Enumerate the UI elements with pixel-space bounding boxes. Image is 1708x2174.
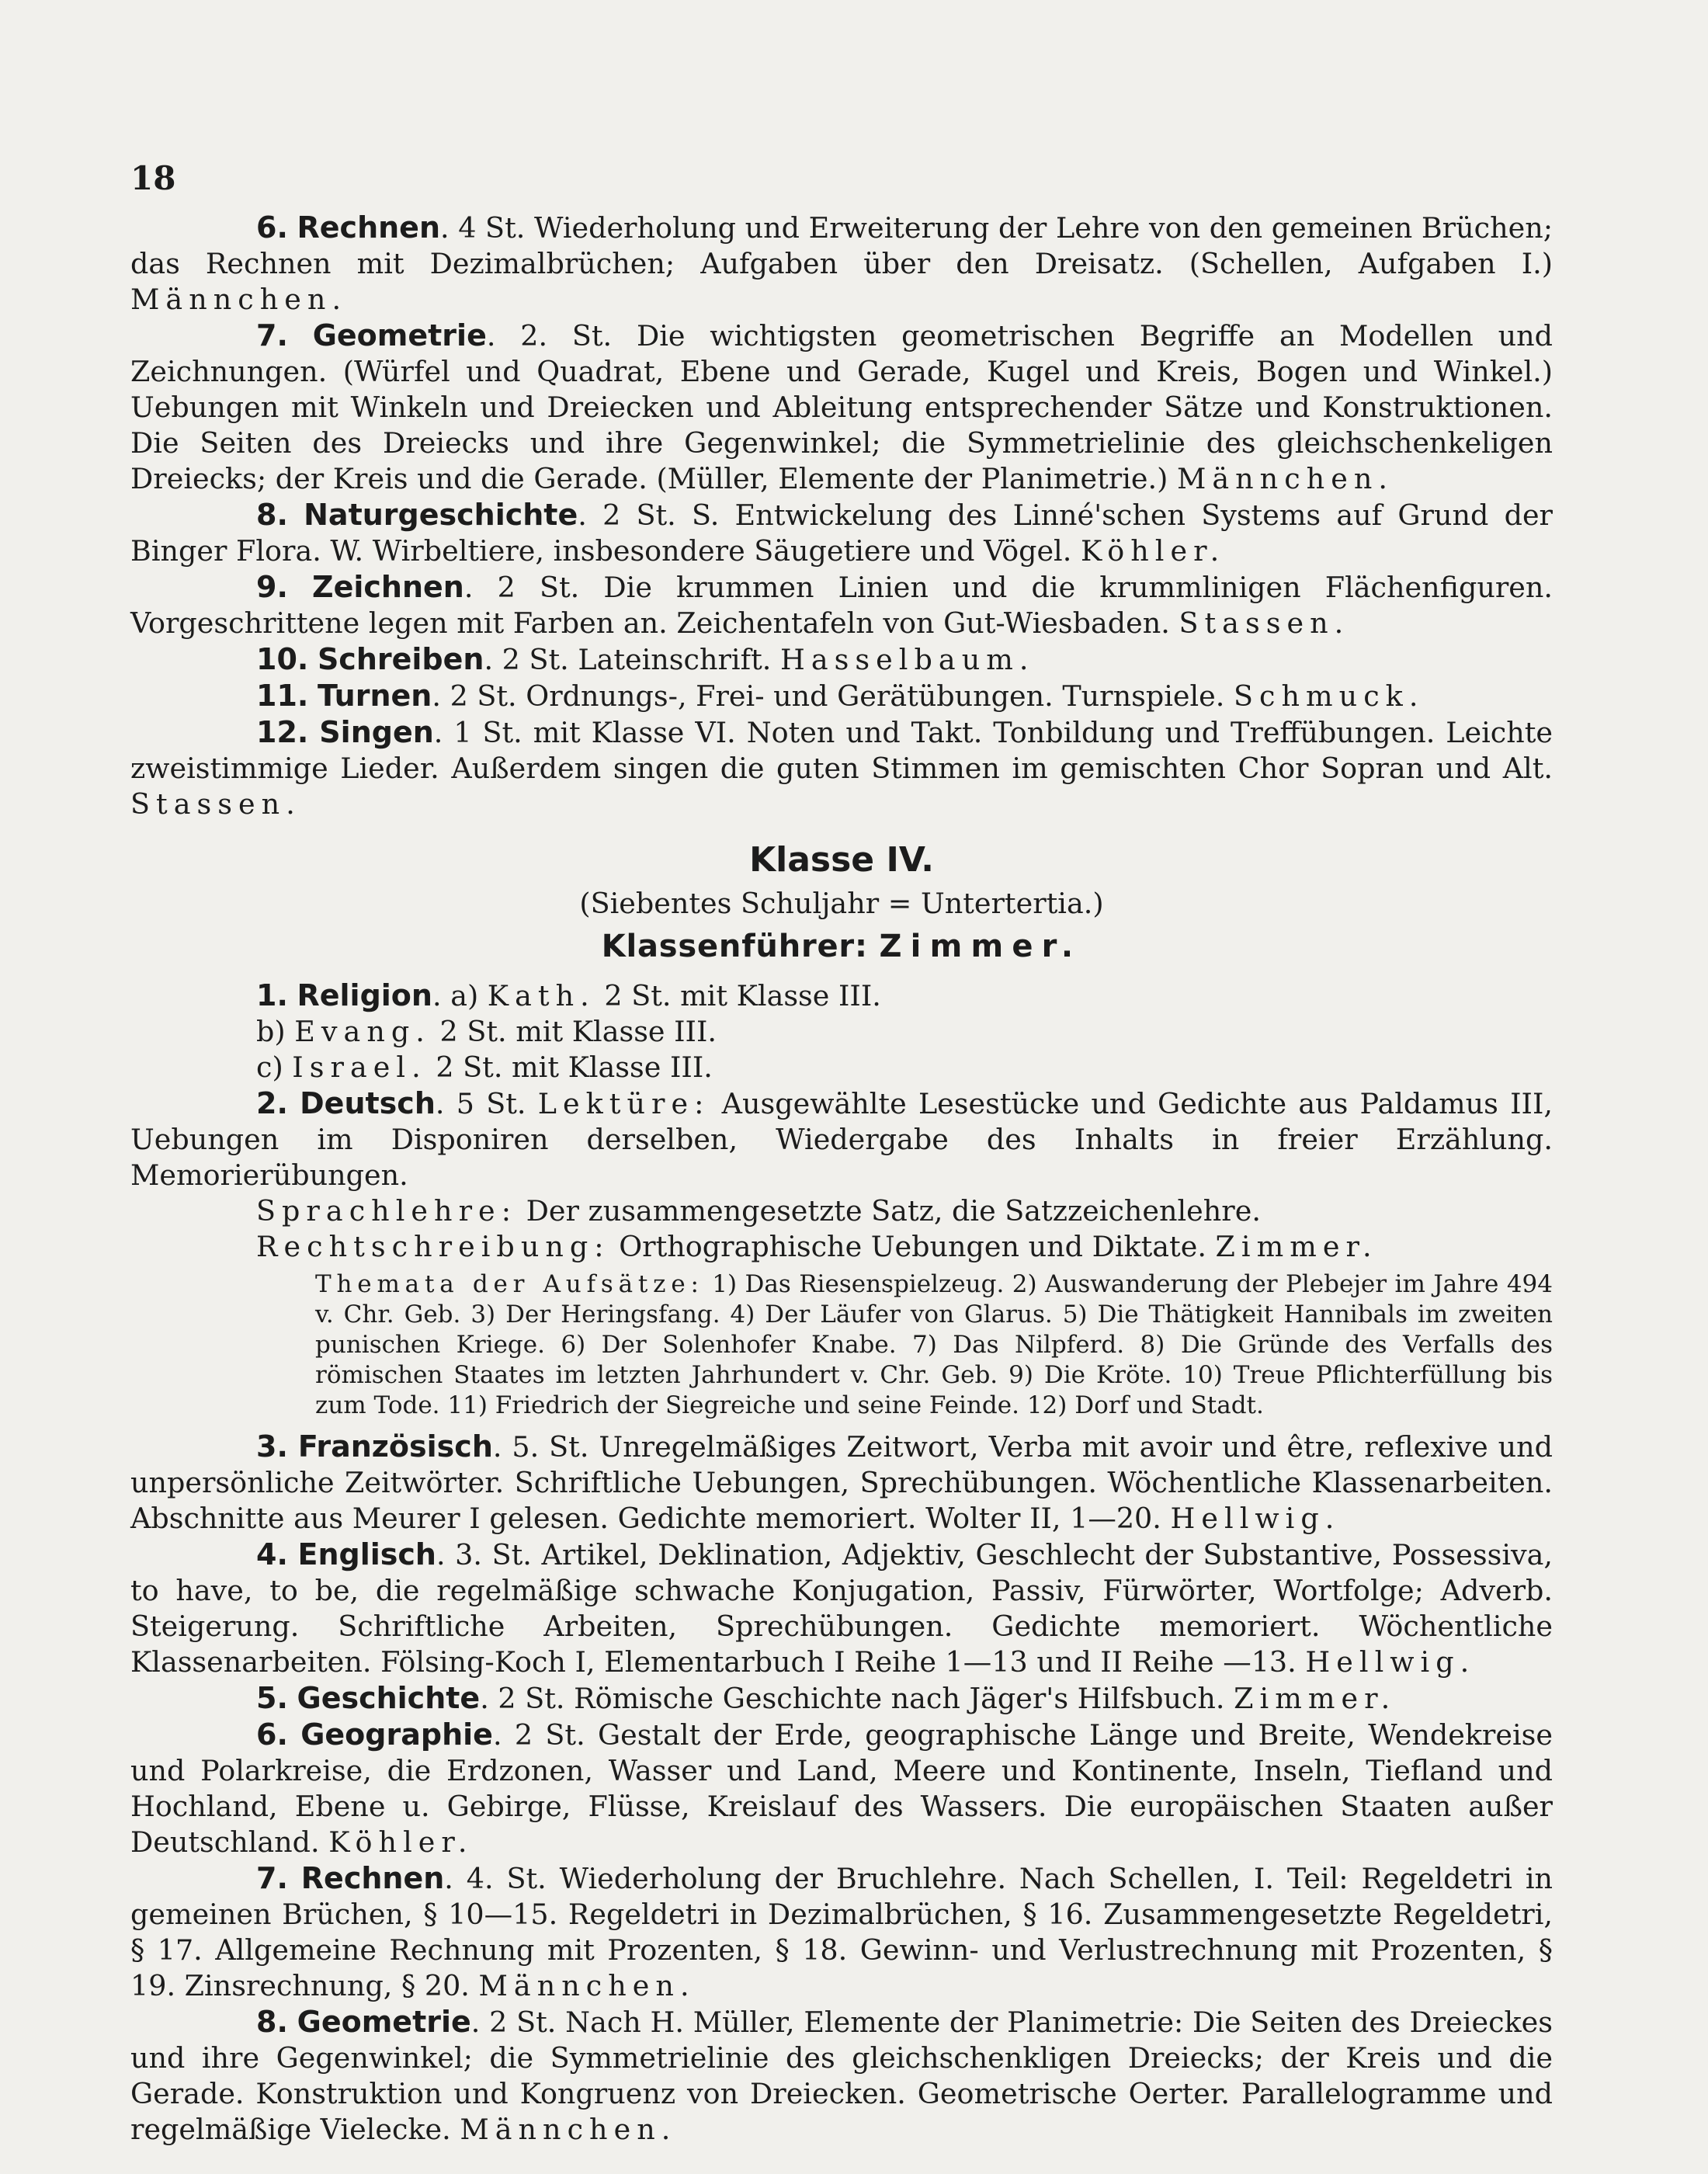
subject-text: . 2 St. Die krummen Linien und die krummlinigen Flächenfiguren. Vorgeschrittene legen mit Farben an. Zeichentafeln von Gut-Wiesbaden. bbox=[130, 571, 1553, 640]
teacher-name: Zimmer. bbox=[1215, 1230, 1378, 1263]
klassenfuehrer-name: Zimmer. bbox=[879, 929, 1082, 964]
subject-text: 2 St. mit Klasse III. bbox=[426, 1051, 713, 1084]
subject-number: 3. bbox=[256, 1429, 288, 1464]
subject-title: Geographie bbox=[300, 1717, 493, 1752]
subject-rechnen-3 bbox=[130, 210, 1553, 318]
teacher-name: Stassen. bbox=[130, 787, 301, 821]
subject-text: 2 St. mit Klasse III. bbox=[595, 979, 881, 1012]
section-label: Rechtschreibung: bbox=[256, 1230, 610, 1263]
subject-singen-3 bbox=[130, 714, 1553, 822]
subject-text: . 2 St. S. Entwickelung des Linné'schen Systems auf Grund der Binger Flora. W. Wirbeltiere, insbesondere Säugetiere und Vögel. bbox=[130, 498, 1553, 568]
subject-title: Zeichnen bbox=[312, 570, 464, 604]
subject-title: Geometrie bbox=[312, 318, 487, 352]
teacher-name: Männchen. bbox=[460, 2113, 677, 2146]
list-marker: c) bbox=[256, 1051, 293, 1084]
section-label: Lektüre: bbox=[537, 1087, 710, 1120]
deutsch-themata bbox=[315, 1265, 1553, 1429]
deutsch-rechtschreibung bbox=[130, 1229, 1553, 1265]
subject-text: . a) bbox=[432, 979, 488, 1012]
subject-geographie-4 bbox=[130, 1717, 1553, 1860]
teacher-name: Köhler. bbox=[1080, 534, 1226, 568]
religion-evang bbox=[256, 1014, 1553, 1050]
subject-number: 12. bbox=[256, 715, 309, 749]
subject-text: Ausgewählte Lesestücke und Gedichte aus Paldamus III, Uebungen im Disponiren derselben, Wiedergabe des Inhalts in freier Erzählung. Memorierübungen. bbox=[130, 1087, 1553, 1192]
subject-number: 1. bbox=[256, 978, 288, 1012]
subject-text: Der zusammengesetzte Satz, die Satzzeichenlehre. bbox=[517, 1194, 1261, 1228]
klassenfuehrer-label: Klassenführer: bbox=[601, 929, 880, 964]
section-label: Sprachlehre: bbox=[256, 1194, 518, 1228]
confession-label: Evang. bbox=[294, 1015, 431, 1048]
teacher-name: Zimmer. bbox=[1234, 1682, 1397, 1715]
subject-number: 6. bbox=[256, 210, 288, 245]
teacher-name: Männchen. bbox=[1176, 462, 1394, 495]
subject-title: Rechnen bbox=[297, 210, 441, 245]
subject-englisch-4 bbox=[130, 1537, 1553, 1680]
teacher-name: Hasselbaum. bbox=[780, 643, 1035, 676]
subject-title: Englisch bbox=[297, 1537, 436, 1571]
section-label: Themata der Aufsätze: bbox=[315, 1270, 704, 1298]
subject-text: . 2 St. Gestalt der Erde, geographische Länge und Breite, Wendekreise und Polarkreise, die Erdzonen, Wasser und Land, Meere und Kontinente, Inseln, Tiefland und Hochland, Ebene u. Gebirge, Flüsse, Kreislauf des Wassers. Die europäischen Staaten außer Deutschland. bbox=[130, 1718, 1553, 1859]
subject-title: Geschichte bbox=[297, 1681, 481, 1715]
subject-number: 8. bbox=[256, 2005, 288, 2039]
subject-title: Religion bbox=[297, 978, 432, 1012]
teacher-name: Hellwig. bbox=[1305, 1645, 1476, 1679]
subject-number: 7. bbox=[256, 1861, 288, 1895]
page-number: 18 bbox=[130, 159, 176, 197]
subject-text: . 2. St. Die wichtigsten geometrischen Begriffe an Modellen und Zeichnungen. (Würfel und Quadrat, Ebene und Gerade, Kugel und Kreis, Bogen und Winkel.) Uebungen mit Winkeln und Dreiecken und Ableitung entsprechender Sätze und Konstruktionen. Die Seiten des Dreiecks und ihre Gegenwinkel; die Symmetrielinie des gleichschenkeligen Dreiecks; der Kreis und die Gerade. (Müller, Elemente der Planimetrie.) bbox=[130, 319, 1553, 495]
subject-text: . 2 St. Lateinschrift. bbox=[484, 643, 780, 676]
confession-label: Israel. bbox=[292, 1051, 427, 1084]
subject-franzoesisch-4 bbox=[130, 1429, 1553, 1537]
subject-zeichnen-3 bbox=[130, 569, 1553, 641]
subject-number: 8. bbox=[256, 498, 288, 532]
subject-title: Französisch bbox=[297, 1429, 493, 1464]
subject-number: 4. bbox=[256, 1537, 288, 1571]
subject-schreiben-3 bbox=[130, 641, 1553, 678]
teacher-name: Köhler. bbox=[328, 1825, 474, 1859]
subject-text: . 4 St. Wiederholung und Erweiterung der Lehre von den gemeinen Brüchen; das Rechnen mit Dezimalbrüchen; Aufgaben über den Dreisatz. (Schellen, Aufgaben I.) bbox=[130, 211, 1553, 280]
subject-text: . 5 St. bbox=[435, 1087, 538, 1120]
subject-number: 2. bbox=[256, 1086, 288, 1120]
subject-number: 6. bbox=[256, 1717, 288, 1752]
subject-number: 7. bbox=[256, 318, 288, 352]
page-content bbox=[130, 210, 1553, 2148]
subject-text: . 2 St. Nach H. Müller, Elemente der Planimetrie: Die Seiten des Dreieckes und ihre Gegenwinkel; die Symmetrielinie des gleichschenkligen Dreiecks; der Kreis und die Gerade. Konstruktion und Kongruenz von Dreiecken. Geometrische Oerter. Parallelogramme und regelmäßige Vielecke. bbox=[130, 2006, 1553, 2146]
subject-text: . 2 St. Ordnungs-, Frei- und Gerätübungen. Turnspiele. bbox=[432, 679, 1234, 713]
klasse-heading: Klasse IV. bbox=[749, 840, 934, 880]
subject-number: 9. bbox=[256, 570, 288, 604]
subject-number: 11. bbox=[256, 679, 309, 713]
subject-title: Deutsch bbox=[300, 1086, 436, 1120]
subject-title: Rechnen bbox=[300, 1861, 445, 1895]
subject-naturgeschichte-3 bbox=[130, 497, 1553, 569]
subject-text: 1) Das Riesenspielzeug. 2) Auswanderung der Plebejer im Jahre 494 v. Chr. Geb. 3) Der Heringsfang. 4) Der Läufer von Glarus. 5) Die Thätigkeit Hannibals im zweiten punischen Kriege. 6) Der Solenhofer Knabe. 7) Das Nilpferd. 8) Die Gründe des Verfalls des römischen Staates im letzten Jahrhundert v. Chr. Geb. 9) Die Kröte. 10) Treue Pflichterfüllung bis zum Tode. 11) Friedrich der Siegreiche und seine Feinde. 12) Dorf und Stadt. bbox=[315, 1270, 1553, 1419]
subject-geometrie-3 bbox=[130, 318, 1553, 497]
subject-title: Turnen bbox=[317, 679, 432, 713]
deutsch-sprachlehre bbox=[130, 1193, 1553, 1229]
subject-title: Geometrie bbox=[297, 2005, 471, 2039]
subject-number: 5. bbox=[256, 1681, 288, 1715]
subject-text: . 3. St. Artikel, Deklination, Adjektiv, Geschlecht der Substantive, Possessiva, to have, to be, die regelmäßige schwache Konjugation, Passiv, Fürwörter, Wortfolge; Adverb. Steigerung. Schriftliche Arbeiten, Sprechübungen. Gedichte memoriert. Wöchentliche Klassenarbeiten. Fölsing-Koch I, Elementarbuch I Reihe 1—13 und II Reihe —13. bbox=[130, 1538, 1553, 1679]
klassenfuehrer-line bbox=[130, 923, 1553, 978]
subject-text: . 2 St. Römische Geschichte nach Jäger's Hilfsbuch. bbox=[480, 1682, 1234, 1715]
subject-title: Singen bbox=[319, 715, 434, 749]
subject-deutsch-4 bbox=[130, 1085, 1553, 1193]
teacher-name: Männchen. bbox=[130, 283, 348, 316]
subject-text: Orthographische Uebungen und Diktate. bbox=[609, 1230, 1216, 1263]
subject-text: . 4. St. Wiederholung der Bruchlehre. Nach Schellen, I. Teil: Regeldetri in gemeinen Brüchen, § 10—15. Regeldetri in Dezimalbrüchen, § 16. Zusammengesetzte Regeldetri, § 17. Allgemeine Rechnung mit Prozenten, § 18. Gewinn- und Verlustrechnung mit Prozenten, § 19. Zinsrechnung, § 20. bbox=[130, 1862, 1553, 2002]
subject-text: . 1 St. mit Klasse VI. Noten und Takt. Tonbildung und Treffübungen. Leichte zweistimmige Lieder. Außerdem singen die guten Stimmen im gemischten Chor Sopran und Alt. bbox=[130, 716, 1553, 785]
subject-number: 10. bbox=[256, 642, 309, 676]
confession-label: Kath. bbox=[487, 979, 595, 1012]
subject-rechnen-4 bbox=[130, 1860, 1553, 2004]
subject-title: Naturgeschichte bbox=[304, 498, 578, 532]
subject-religion-4 bbox=[130, 978, 1553, 1014]
subject-text: . 5. St. Unregelmäßiges Zeitwort, Verba mit avoir und être, reflexive und unpersönliche Zeitwörter. Schriftliche Uebungen, Sprechübungen. Wöchentliche Klassenarbeiten. Abschnitte aus Meurer I gelesen. Gedichte memoriert. Wolter II, 1—20. bbox=[130, 1430, 1553, 1535]
subject-turnen-3 bbox=[130, 678, 1553, 714]
subject-title: Schreiben bbox=[317, 642, 484, 676]
list-marker: b) bbox=[256, 1015, 295, 1048]
subject-geometrie-4 bbox=[130, 2004, 1553, 2148]
subject-geschichte-4 bbox=[130, 1680, 1553, 1717]
teacher-name: Hellwig. bbox=[1170, 1502, 1341, 1535]
subject-text: 2 St. mit Klasse III. bbox=[430, 1015, 717, 1048]
klasse-subheading: (Siebentes Schuljahr = Untertertia.) bbox=[579, 887, 1104, 920]
religion-israel bbox=[256, 1050, 1553, 1085]
teacher-name: Stassen. bbox=[1179, 606, 1350, 640]
teacher-name: Männchen. bbox=[478, 1969, 696, 2002]
teacher-name: Schmuck. bbox=[1233, 679, 1425, 713]
